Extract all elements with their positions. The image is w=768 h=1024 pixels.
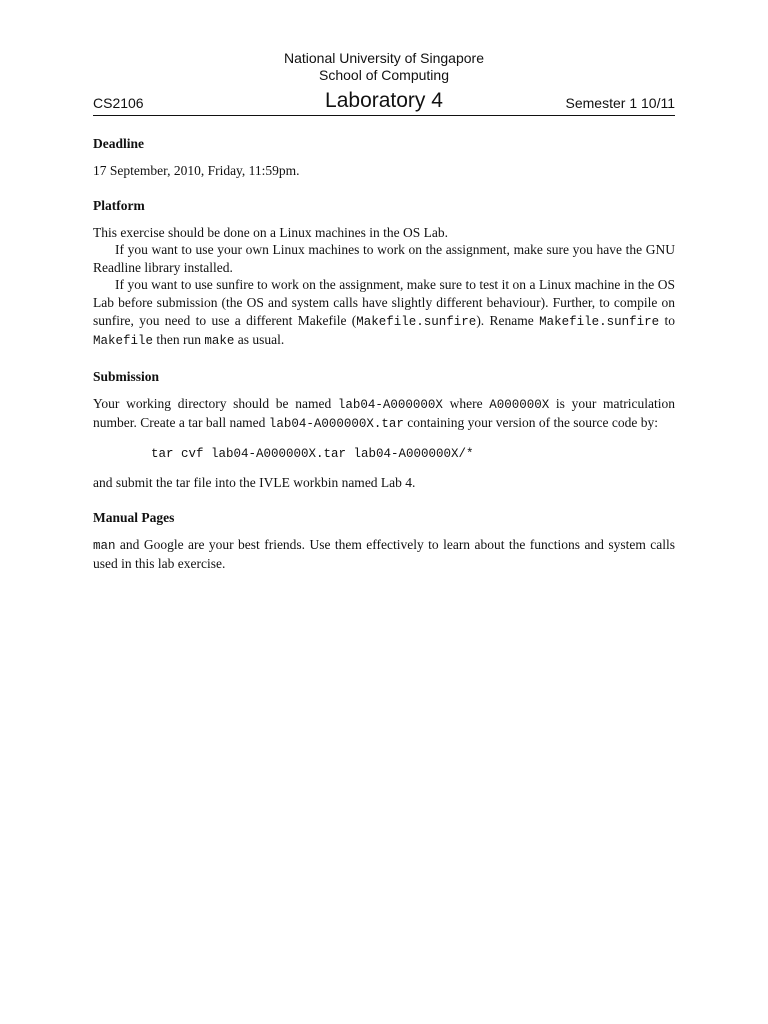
header-divider — [93, 115, 675, 116]
manual-text: and Google are your best friends. Use them effectively to learn about the functions and system calls used in this lab exercise. — [93, 536, 675, 572]
deadline-text: 17 September, 2010, Friday, 11:59pm. — [93, 163, 300, 178]
semester-label: Semester 1 10/11 — [565, 95, 675, 111]
submission-heading: Submission — [93, 368, 160, 384]
manual-paragraph — [93, 536, 675, 573]
directory-name-code: lab04-A000000X — [337, 397, 443, 412]
man-code: man — [93, 538, 116, 553]
submission-p1-text-a: Your working directory should be named — [93, 395, 338, 411]
tar-command: tar cvf lab04-A000000X.tar lab04-A000000X/* — [151, 446, 474, 461]
page-title: Laboratory 4 — [325, 89, 443, 112]
header-row — [93, 85, 675, 115]
submission-p1-text-b: where — [442, 395, 490, 411]
platform-p3-text-c: to — [659, 312, 675, 328]
manual-heading: Manual Pages — [93, 509, 175, 525]
deadline-heading: Deadline — [93, 136, 145, 151]
platform-p3-text-b: ). Rename — [476, 312, 540, 328]
platform-p3-text-a: If you want to use sunfire to work on the assignment, make sure to test it on a Linux machine in the OS Lab before submission (the OS and system calls have slightly different behaviour). Further, to compile on sunfire, you need to use a different Makefile ( — [93, 277, 675, 328]
make-code: make — [204, 334, 235, 349]
platform-heading: Platform — [93, 197, 145, 213]
platform-p3-text-d: then run — [153, 332, 205, 348]
platform-p3-text-e: as usual. — [234, 332, 285, 348]
header-institution — [93, 50, 675, 84]
tarball-name-code: lab04-A000000X.tar — [268, 417, 404, 432]
platform-paragraph-2: If you want to use your own Linux machines to work on the assignment, make sure you have the GNU Readline library installed. — [93, 242, 675, 275]
document-page — [93, 50, 675, 573]
course-code: CS2106 — [93, 95, 144, 111]
platform-paragraph-3 — [93, 276, 675, 350]
submission-paragraph-1 — [93, 395, 675, 434]
makefile-sunfire-code: Makefile.sunfire — [356, 314, 477, 329]
submission-p1-text-d: containing your version of the source code by: — [403, 415, 659, 431]
school-name: School of Computing — [319, 67, 449, 83]
university-name: National University of Singapore — [284, 50, 484, 66]
platform-paragraph-1: This exercise should be done on a Linux machines in the OS Lab. — [93, 224, 449, 240]
submission-p1-text-c: is your matriculation number. Create a tar ball named — [93, 395, 675, 431]
makefile-sunfire-code-2: Makefile.sunfire — [539, 314, 660, 329]
matric-number-code: A000000X — [489, 397, 550, 412]
makefile-code: Makefile — [93, 334, 154, 349]
submission-paragraph-2: and submit the tar file into the IVLE workbin named Lab 4. — [93, 474, 416, 490]
